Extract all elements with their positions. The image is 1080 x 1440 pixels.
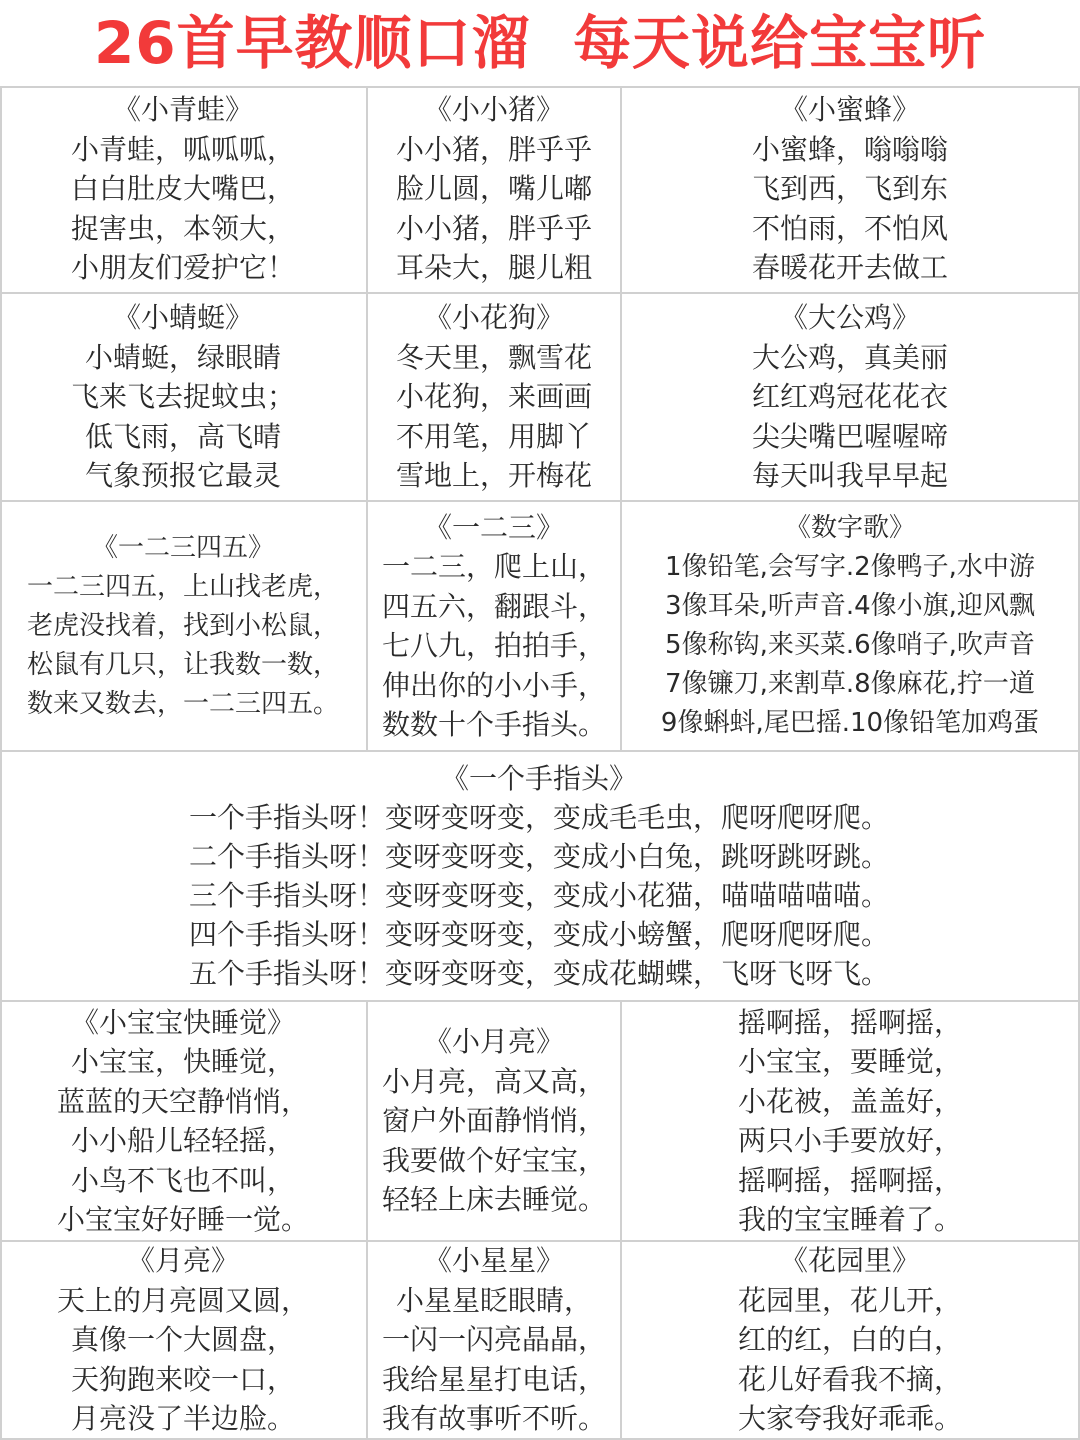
poem-line: 春暖花开去做工 xyxy=(751,251,948,285)
poem-line: 红的红，白的白， xyxy=(737,1323,962,1357)
poem-line: 小小船儿轻轻摇， xyxy=(70,1124,295,1157)
poem-line: 一二三四五，上山找老虎， xyxy=(26,571,339,602)
poem-line: 真像一个大圆盘， xyxy=(70,1323,295,1357)
poem-line: 花儿好看我不摘， xyxy=(737,1362,962,1396)
poem-line: 雪地上，开梅花 xyxy=(395,459,592,493)
poem-line: 轻轻上床去睡觉。 xyxy=(381,1183,606,1217)
poem-title: 《月亮》 xyxy=(126,1244,239,1278)
poem-line: 数数十个手指头。 xyxy=(381,708,606,741)
poem-line: 二个手指头呀！变呀变呀变，变成小白兔，跳呀跳呀跳。 xyxy=(188,840,889,873)
poem-line: 数来又数去，一二三四五。 xyxy=(26,688,339,719)
poem-title: 《小小猪》 xyxy=(423,93,564,127)
poem-line: 窗户外面静悄悄， xyxy=(381,1104,606,1138)
poem-line: 七八九，拍拍手， xyxy=(381,629,606,662)
poem-line: 摇啊摇，摇啊摇， xyxy=(737,1163,962,1197)
poem-line: 一闪一闪亮晶晶， xyxy=(381,1323,606,1357)
poem-cell-little-dog xyxy=(368,294,622,502)
poem-cell-rooster xyxy=(622,294,1080,502)
poem-line: 不怕雨，不怕风 xyxy=(751,211,948,245)
poem-title: 《小青蛙》 xyxy=(112,93,253,127)
poem-cell-one-to-five xyxy=(0,502,368,752)
poem-line: 我的宝宝睡着了。 xyxy=(737,1203,962,1236)
poem-line: 小月亮，高又高， xyxy=(381,1064,606,1098)
poem-line: 飞来飞去捉蚊虫； xyxy=(70,380,295,414)
poem-line: 捉害虫，本领大， xyxy=(70,211,295,245)
poem-title: 《一二三》 xyxy=(423,510,564,544)
poem-cell-little-star xyxy=(368,1242,622,1440)
poem-line: 小星星眨眼睛， xyxy=(395,1283,592,1317)
poem-line: 气象预报它最灵 xyxy=(84,459,281,493)
poem-line: 不用笔，用脚丫 xyxy=(395,419,592,453)
poem-cell-dragonfly xyxy=(0,294,368,502)
poem-line: 耳朵大，腿儿粗 xyxy=(395,251,592,285)
poem-line: 小小猪，胖乎乎 xyxy=(395,211,592,245)
poem-cell-little-bee xyxy=(622,86,1080,294)
poem-line: 白白肚皮大嘴巴， xyxy=(70,172,295,206)
poem-line: 小蜻蜓，绿眼睛 xyxy=(84,340,281,374)
poem-title: 《小蜜蜂》 xyxy=(779,93,920,127)
poem-line: 小宝宝，快睡觉， xyxy=(70,1045,295,1078)
poem-line: 大公鸡，真美丽 xyxy=(751,340,948,374)
poem-line: 脸儿圆，嘴儿嘟 xyxy=(395,172,592,206)
poem-line: 老虎没找着，找到小松鼠， xyxy=(26,610,339,641)
poem-title: 《大公鸡》 xyxy=(779,301,920,335)
poem-line: 我要做个好宝宝， xyxy=(381,1143,606,1177)
poem-line: 天上的月亮圆又圆， xyxy=(56,1283,309,1317)
poem-line: 小小猪，胖乎乎 xyxy=(395,132,592,166)
poem-line: 我有故事听不听。 xyxy=(381,1402,606,1436)
poem-cell-moon xyxy=(0,1242,368,1440)
poem-line: 小宝宝好好睡一觉。 xyxy=(56,1203,309,1236)
poem-line: 9像蝌蚪,尾巴摇.10像铅笔加鸡蛋 xyxy=(660,708,1040,738)
poem-line: 我给星星打电话， xyxy=(381,1362,606,1396)
page-title: 26首早教顺口溜 每天说给宝宝听 xyxy=(93,9,987,77)
poem-line: 松鼠有几只，让我数一数， xyxy=(26,649,339,680)
poem-line: 7像镰刀,来割草.8像麻花,拧一道 xyxy=(665,669,1035,699)
poem-cell-little-pig xyxy=(368,86,622,294)
poem-line: 伸出你的小小手， xyxy=(381,668,606,702)
poem-line: 小宝宝，要睡觉， xyxy=(737,1045,962,1078)
poem-title: 《一二三四五》 xyxy=(91,532,274,563)
poem-cell-one-finger xyxy=(0,752,1080,1002)
poem-line: 5像称钩,来买菜.6像哨子,吹声音 xyxy=(665,630,1035,660)
poem-line: 小朋友们爱护它！ xyxy=(70,251,295,285)
poem-line: 一个手指头呀！变呀变呀变，变成毛毛虫，爬呀爬呀爬。 xyxy=(188,801,889,834)
poem-line: 小蜜蜂，嗡嗡嗡 xyxy=(751,132,948,166)
poem-line: 两只小手要放好， xyxy=(737,1124,962,1157)
poem-line: 月亮没了半边脸。 xyxy=(70,1402,295,1436)
poem-line: 四五六，翻跟斗， xyxy=(381,589,606,623)
poem-cell-rock-a-bye xyxy=(622,1002,1080,1242)
poem-cell-garden xyxy=(622,1242,1080,1440)
poem-line: 小花狗，来画画 xyxy=(395,380,592,414)
poem-line: 大家夸我好乖乖。 xyxy=(737,1402,962,1436)
poem-line: 小青蛙，呱呱呱， xyxy=(70,132,295,166)
poem-cell-little-frog xyxy=(0,86,368,294)
poem-line: 五个手指头呀！变呀变呀变，变成花蝴蝶，飞呀飞呀飞。 xyxy=(188,957,889,990)
poem-line: 摇啊摇，摇啊摇， xyxy=(737,1005,962,1039)
poem-line: 尖尖嘴巴喔喔啼 xyxy=(751,419,948,453)
poem-line: 3像耳朵,听声音.4像小旗,迎风飘 xyxy=(665,591,1035,621)
poem-line: 每天叫我早早起 xyxy=(751,459,948,493)
poem-line: 四个手指头呀！变呀变呀变，变成小螃蟹，爬呀爬呀爬。 xyxy=(188,918,889,951)
poem-line: 小鸟不飞也不叫， xyxy=(70,1163,295,1197)
poem-line: 小花被，盖盖好， xyxy=(737,1084,962,1118)
poem-title: 《小花狗》 xyxy=(423,301,564,335)
poem-line: 低飞雨，高飞晴 xyxy=(84,419,281,453)
poem-title: 《小蜻蜓》 xyxy=(112,301,253,335)
poem-line: 飞到西，飞到东 xyxy=(751,172,948,206)
poem-line: 花园里，花儿开， xyxy=(737,1283,962,1317)
poem-title: 《小月亮》 xyxy=(423,1025,564,1059)
poem-line: 1像铅笔,会写字.2像鸭子,水中游 xyxy=(665,552,1035,582)
poem-cell-baby-sleep xyxy=(0,1002,368,1242)
poem-line: 一二三，爬上山， xyxy=(381,550,606,583)
poem-cell-one-two-three xyxy=(368,502,622,752)
poem-line: 冬天里，飘雪花 xyxy=(395,340,592,374)
poem-line: 天狗跑来咬一口， xyxy=(70,1362,295,1396)
poem-title: 《一个手指头》 xyxy=(440,762,637,795)
poem-line: 蓝蓝的天空静悄悄， xyxy=(56,1084,309,1118)
poem-title: 《小宝宝快睡觉》 xyxy=(70,1005,295,1039)
poem-title: 《花园里》 xyxy=(779,1244,920,1278)
poem-cell-number-song xyxy=(622,502,1080,752)
poem-title: 《小星星》 xyxy=(423,1244,564,1278)
poem-line: 三个手指头呀！变呀变呀变，变成小花猫，喵喵喵喵喵。 xyxy=(188,879,889,912)
poem-line: 红红鸡冠花花衣 xyxy=(751,380,948,414)
poem-cell-little-moon xyxy=(368,1002,622,1242)
poem-title: 《数字歌》 xyxy=(784,513,915,543)
